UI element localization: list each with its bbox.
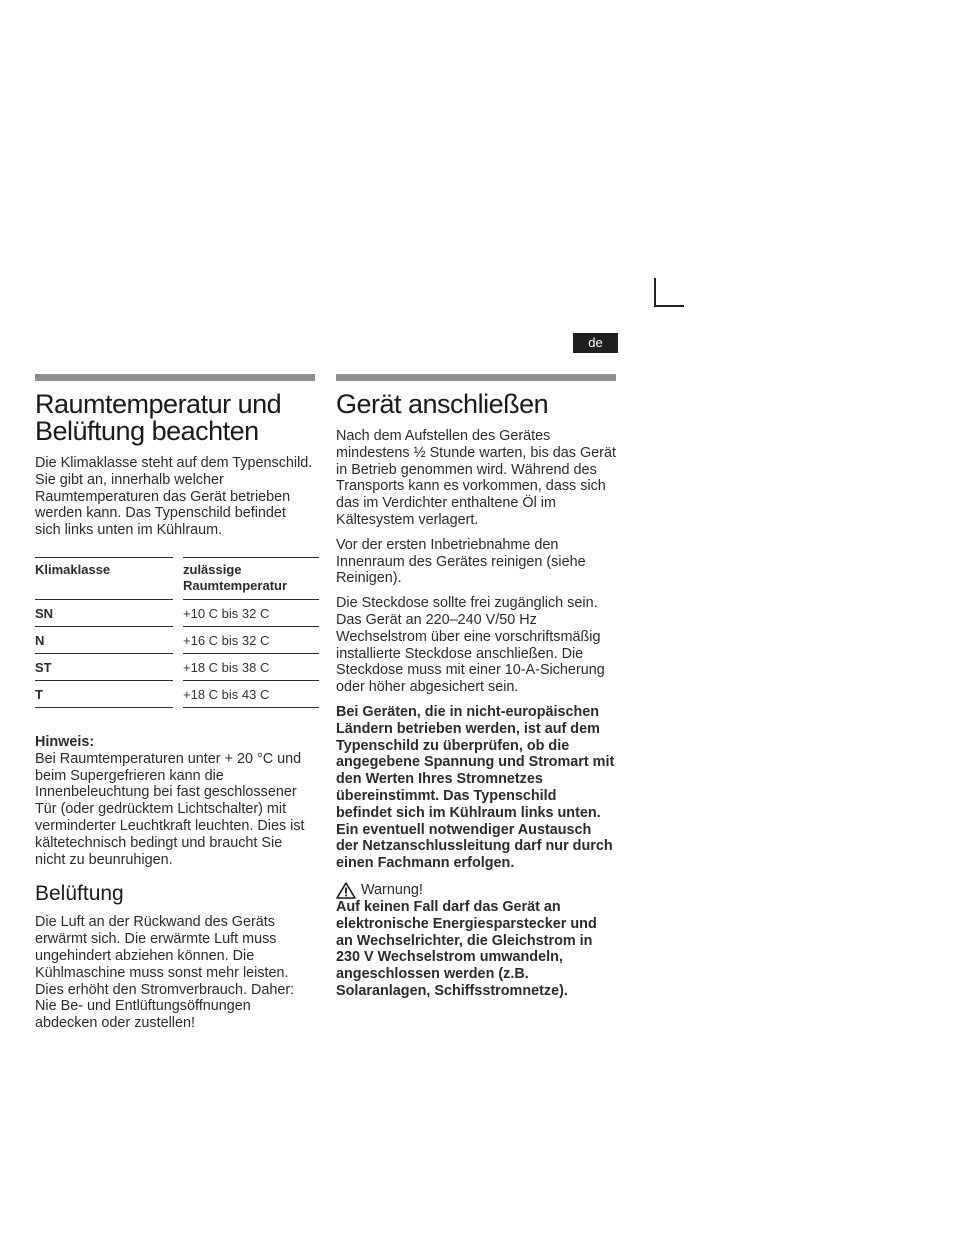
table-row [35,599,319,626]
subsection-title-ventilation: Belüftung [35,882,124,906]
table-row [35,626,319,653]
connect-paragraph-bold: Bei Geräten, die in nicht-europäischen Ländern betrieben werden, ist auf dem Typenschild zu überprüfen, ob die angegebene Spannung und Stromart mit den Werten Ihres Stromnetzes übereinstimmt. Das Typenschild befindet sich im Kühlraum links unten. Ein eventuell notwendiger Austausch der Netzanschlussleitung darf nur durch einen Fachmann erfolgen. [336,703,615,872]
connect-paragraph-2: Vor der ersten Inbetriebnahme den Innenraum des Gerätes reinigen (siehe Reinigen). [336,536,586,587]
temperature-range-cell: +18 C bis 43 C [183,680,319,707]
section-rule [35,374,315,381]
table-spacer [173,680,183,707]
climate-class-cell: ST [35,653,173,680]
table-spacer [173,653,183,680]
climate-class-cell: N [35,626,173,653]
temperature-range-cell: +18 C bis 38 C [183,653,319,680]
table-spacer [173,599,183,626]
climate-class-intro: Die Klimaklasse steht auf dem Typenschild. Sie gibt an, innerhalb welcher Raumtemperaturen das Gerät betrieben werden kann. Das Typenschild befindet sich links unten im Kühlraum. [35,455,313,539]
table-row [35,680,319,707]
crop-mark-vertical [654,278,656,307]
warning-heading [336,882,616,899]
table-row [35,653,319,680]
temperature-range-cell: +16 C bis 32 C [183,626,319,653]
connect-paragraph-3: Die Steckdose sollte frei zugänglich sein. Das Gerät an 220–240 V/50 Hz Wechselstrom über eine vorschriftsmäßig installierte Steckdose anschließen. Die Steckdose muss mit einer 10-A-Sicherung oder höher abgesichert sein. [336,595,605,696]
warning-label: Warnung! [361,882,423,899]
left-column [35,374,315,1032]
table-header-row [35,557,319,599]
ventilation-text: Die Luft an der Rückwand des Geräts erwärmt sich. Die erwärmte Luft muss ungehindert abziehen können. Die Kühlmaschine muss sonst mehr leisten. Dies erhöht den Stromverbrauch. Daher: Nie Be- und Entlüftungsöffnungen abdecken oder zustellen! [35,914,295,1032]
climate-class-cell: SN [35,599,173,626]
crop-mark-horizontal [654,305,684,307]
table-spacer [173,626,183,653]
section-title-connect-appliance: Gerät anschließen [336,389,549,419]
table-header-range: zulässige Raumtemperatur [183,557,319,599]
section-rule [336,374,616,381]
warning-triangle-icon [336,882,356,899]
connect-paragraph-1: Nach dem Aufstellen des Gerätes mindestens ½ Stunde warten, bis das Gerät in Betrieb genommen wird. Während des Transports kann es vorkommen, dass sich das im Verdichter enthaltene Öl im Kältesystem verlagert. [336,428,616,528]
section-title-room-temperature: Raumtemperatur und Belüftung beachten [35,389,282,446]
note-text: Bei Raumtemperaturen unter + 20 °C und beim Supergefrieren kann die Innenbeleuchtung bei fast geschlossener Tür (oder gedrücktem Lichtschalter) mit verminderter Leuchtkraft leuchten. Dies ist kältetechnisch bedingt und braucht Sie nicht zu beunruhigen. [35,750,305,868]
right-column [336,374,616,1000]
temperature-range-cell: +10 C bis 32 C [183,599,319,626]
warning-text: Auf keinen Fall darf das Gerät an elektronische Energiesparstecker und an Wechselrichter, die Gleichstrom in 230 V Wechselstrom umwandeln, angeschlossen werden (z.B. Solaranlagen, Schiffsstromnetze). [336,898,597,999]
climate-class-cell: T [35,680,173,707]
climate-class-table [35,557,319,708]
note-label: Hinweis: [35,733,95,750]
table-header-spacer [173,557,183,599]
table-header-class: Klimaklasse [35,557,173,599]
language-badge: de [573,333,618,353]
note-block [35,734,315,868]
